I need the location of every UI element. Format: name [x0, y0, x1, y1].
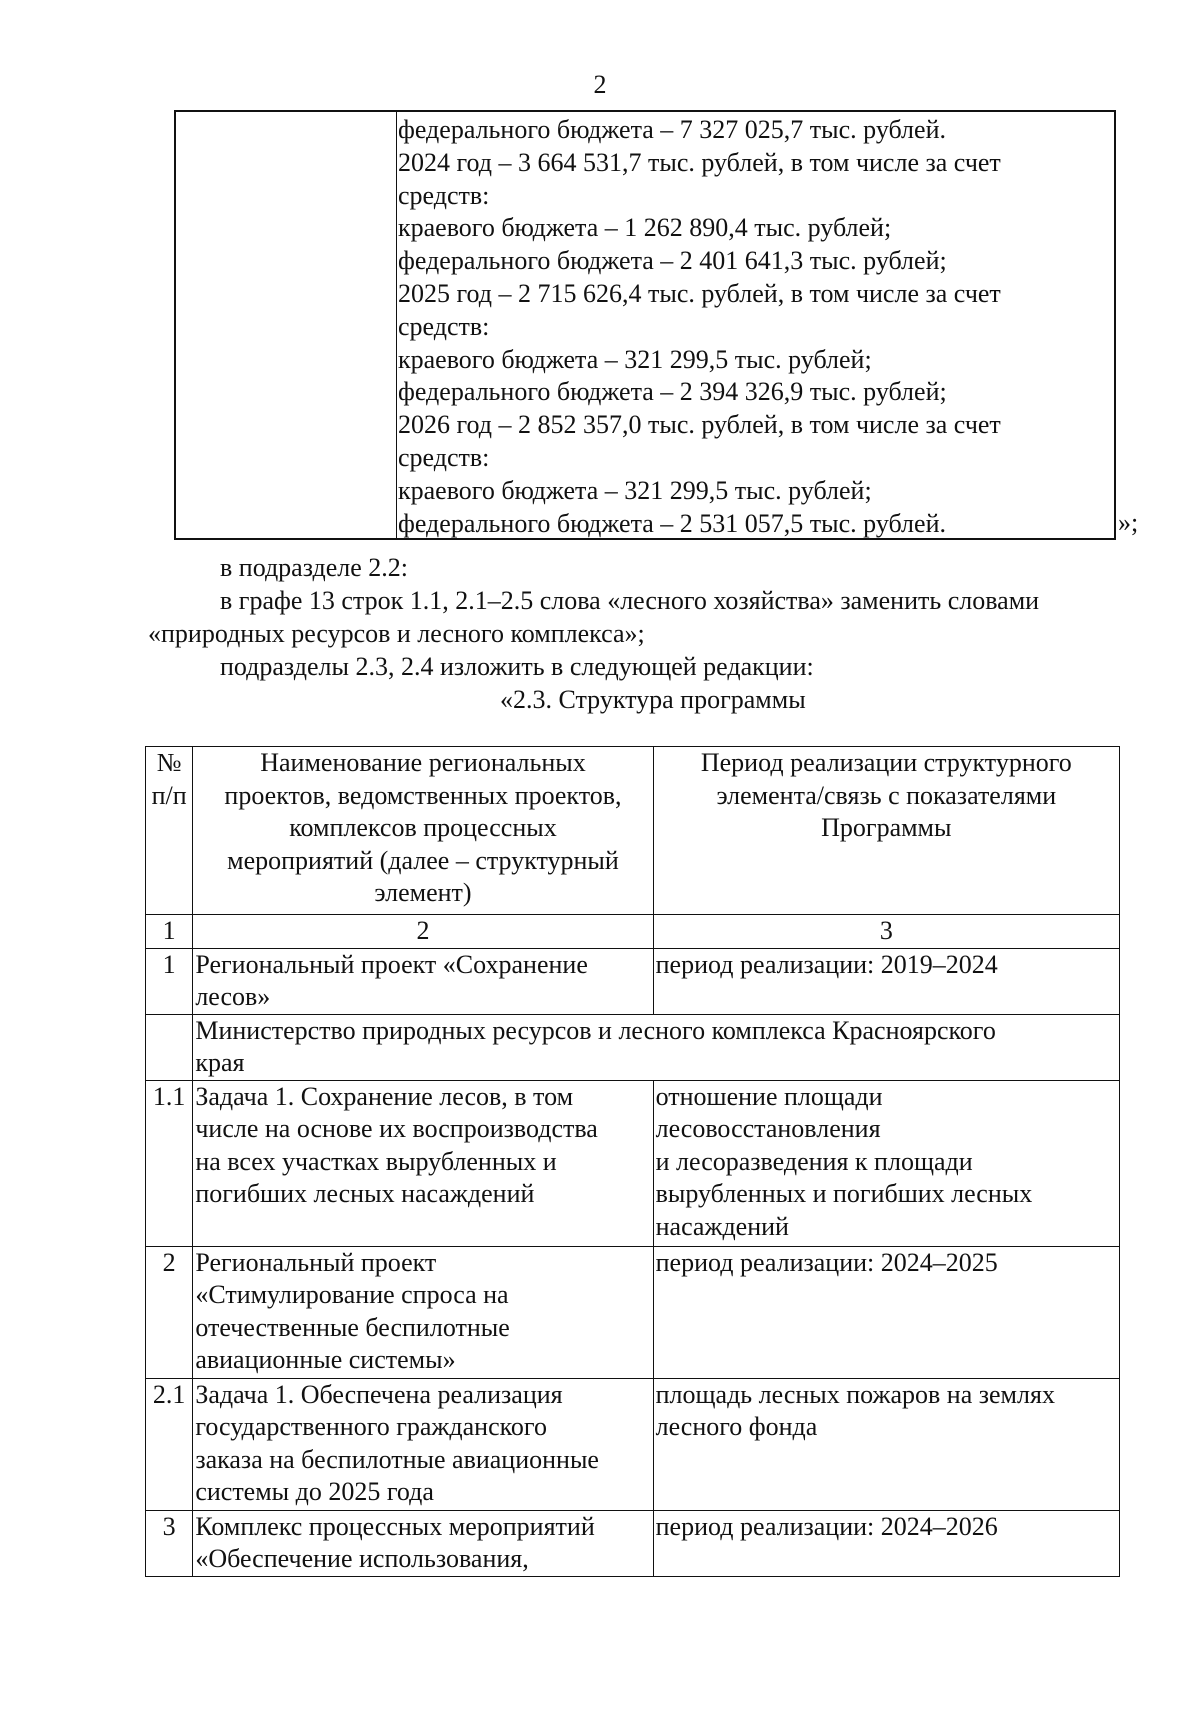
- budget-table-right-cell: [398, 114, 1108, 540]
- section-title: «2.3. Структура программы: [500, 685, 806, 714]
- budget-line: средств:: [398, 442, 490, 472]
- row-period: период реализации: 2024–2026: [653, 1510, 1119, 1576]
- row-number: 2: [146, 1246, 193, 1378]
- header-number: № п/п: [146, 747, 193, 915]
- budget-line: федерального бюджета – 7 327 025,7 тыс. рублей.: [398, 115, 946, 144]
- program-structure-table: [145, 746, 1120, 1577]
- table-row: [146, 1510, 1120, 1576]
- row-period: период реализации: 2024–2025: [653, 1246, 1119, 1378]
- row-number: 1: [146, 948, 193, 1014]
- budget-line: средств:: [398, 180, 490, 210]
- budget-table-left-cell: [176, 112, 397, 538]
- row-name: Задача 1. Обеспечена реализация государственного гражданского заказа на беспилотные авиационные системы до 2025 года: [193, 1378, 653, 1510]
- table-row: [146, 1246, 1120, 1378]
- row-name: Комплекс процессных мероприятий «Обеспечение использования,: [193, 1510, 653, 1576]
- budget-line: краевого бюджета – 321 299,5 тыс. рублей;: [398, 344, 872, 374]
- column-number: 2: [193, 915, 653, 949]
- budget-line: федерального бюджета – 2 394 326,9 тыс. рублей;: [398, 377, 947, 407]
- row-name: Региональный проект «Стимулирование спроса на отечественные беспилотные авиационные системы»: [193, 1246, 653, 1378]
- row-period: период реализации: 2019–2024: [653, 948, 1119, 1014]
- row-number: 1.1: [146, 1080, 193, 1246]
- table-row: [146, 1378, 1120, 1510]
- budget-line: краевого бюджета – 321 299,5 тыс. рублей;: [398, 475, 872, 505]
- budget-line: краевого бюджета – 1 262 890,4 тыс. рублей;: [398, 213, 892, 243]
- row-indicator: площадь лесных пожаров на землях лесного фонда: [653, 1378, 1119, 1510]
- page-number: 2: [593, 70, 607, 99]
- table-row: [146, 948, 1120, 1014]
- ministry-row: [146, 1014, 1120, 1080]
- budget-line: федерального бюджета – 2 401 641,3 тыс. рублей;: [398, 246, 947, 276]
- row-number-empty: [146, 1014, 193, 1080]
- table-closing-quote: »;: [1118, 508, 1139, 537]
- row-indicator: отношение площади лесовосстановления и лесоразведения к площади вырубленных и погибших лесных насаждений: [653, 1080, 1119, 1246]
- column-number: 1: [146, 915, 193, 949]
- table-header-row: [146, 747, 1120, 915]
- budget-line: 2025 год – 2 715 626,4 тыс. рублей, в том числе за счет: [398, 278, 1001, 308]
- table-row: [146, 1080, 1120, 1246]
- header-name: Наименование региональных проектов, ведомственных проектов, комплексов процессных мероприятий (далее – структурный элемент): [193, 747, 653, 915]
- budget-line: 2026 год – 2 852 357,0 тыс. рублей, в том числе за счет: [398, 410, 1001, 440]
- column-number-row: [146, 915, 1120, 949]
- paragraph-replace-line2: «природных ресурсов и лесного комплекса»;: [148, 619, 645, 648]
- row-name: Региональный проект «Сохранение лесов»: [193, 948, 653, 1014]
- paragraph-subsection: в подразделе 2.2:: [220, 553, 409, 582]
- budget-line: 2024 год – 3 664 531,7 тыс. рублей, в том числе за счет: [398, 147, 1001, 177]
- header-period: Период реализации структурного элемента/связь с показателями Программы: [653, 747, 1119, 915]
- paragraph-replace-line1: в графе 13 строк 1.1, 2.1–2.5 слова «лесного хозяйства» заменить словами: [220, 586, 1040, 615]
- row-name: Задача 1. Сохранение лесов, в том числе на основе их воспроизводства на всех участках вырубленных и погибших лесных насаждений: [193, 1080, 653, 1246]
- row-number: 2.1: [146, 1378, 193, 1510]
- budget-line: федерального бюджета – 2 531 057,5 тыс. рублей.: [398, 508, 946, 538]
- budget-table: [174, 110, 1116, 540]
- ministry-name: Министерство природных ресурсов и лесного комплекса Красноярского края: [193, 1014, 1120, 1080]
- column-number: 3: [653, 915, 1119, 949]
- budget-line: средств:: [398, 311, 490, 341]
- row-number: 3: [146, 1510, 193, 1576]
- paragraph-restate: подразделы 2.3, 2.4 изложить в следующей редакции:: [220, 652, 814, 681]
